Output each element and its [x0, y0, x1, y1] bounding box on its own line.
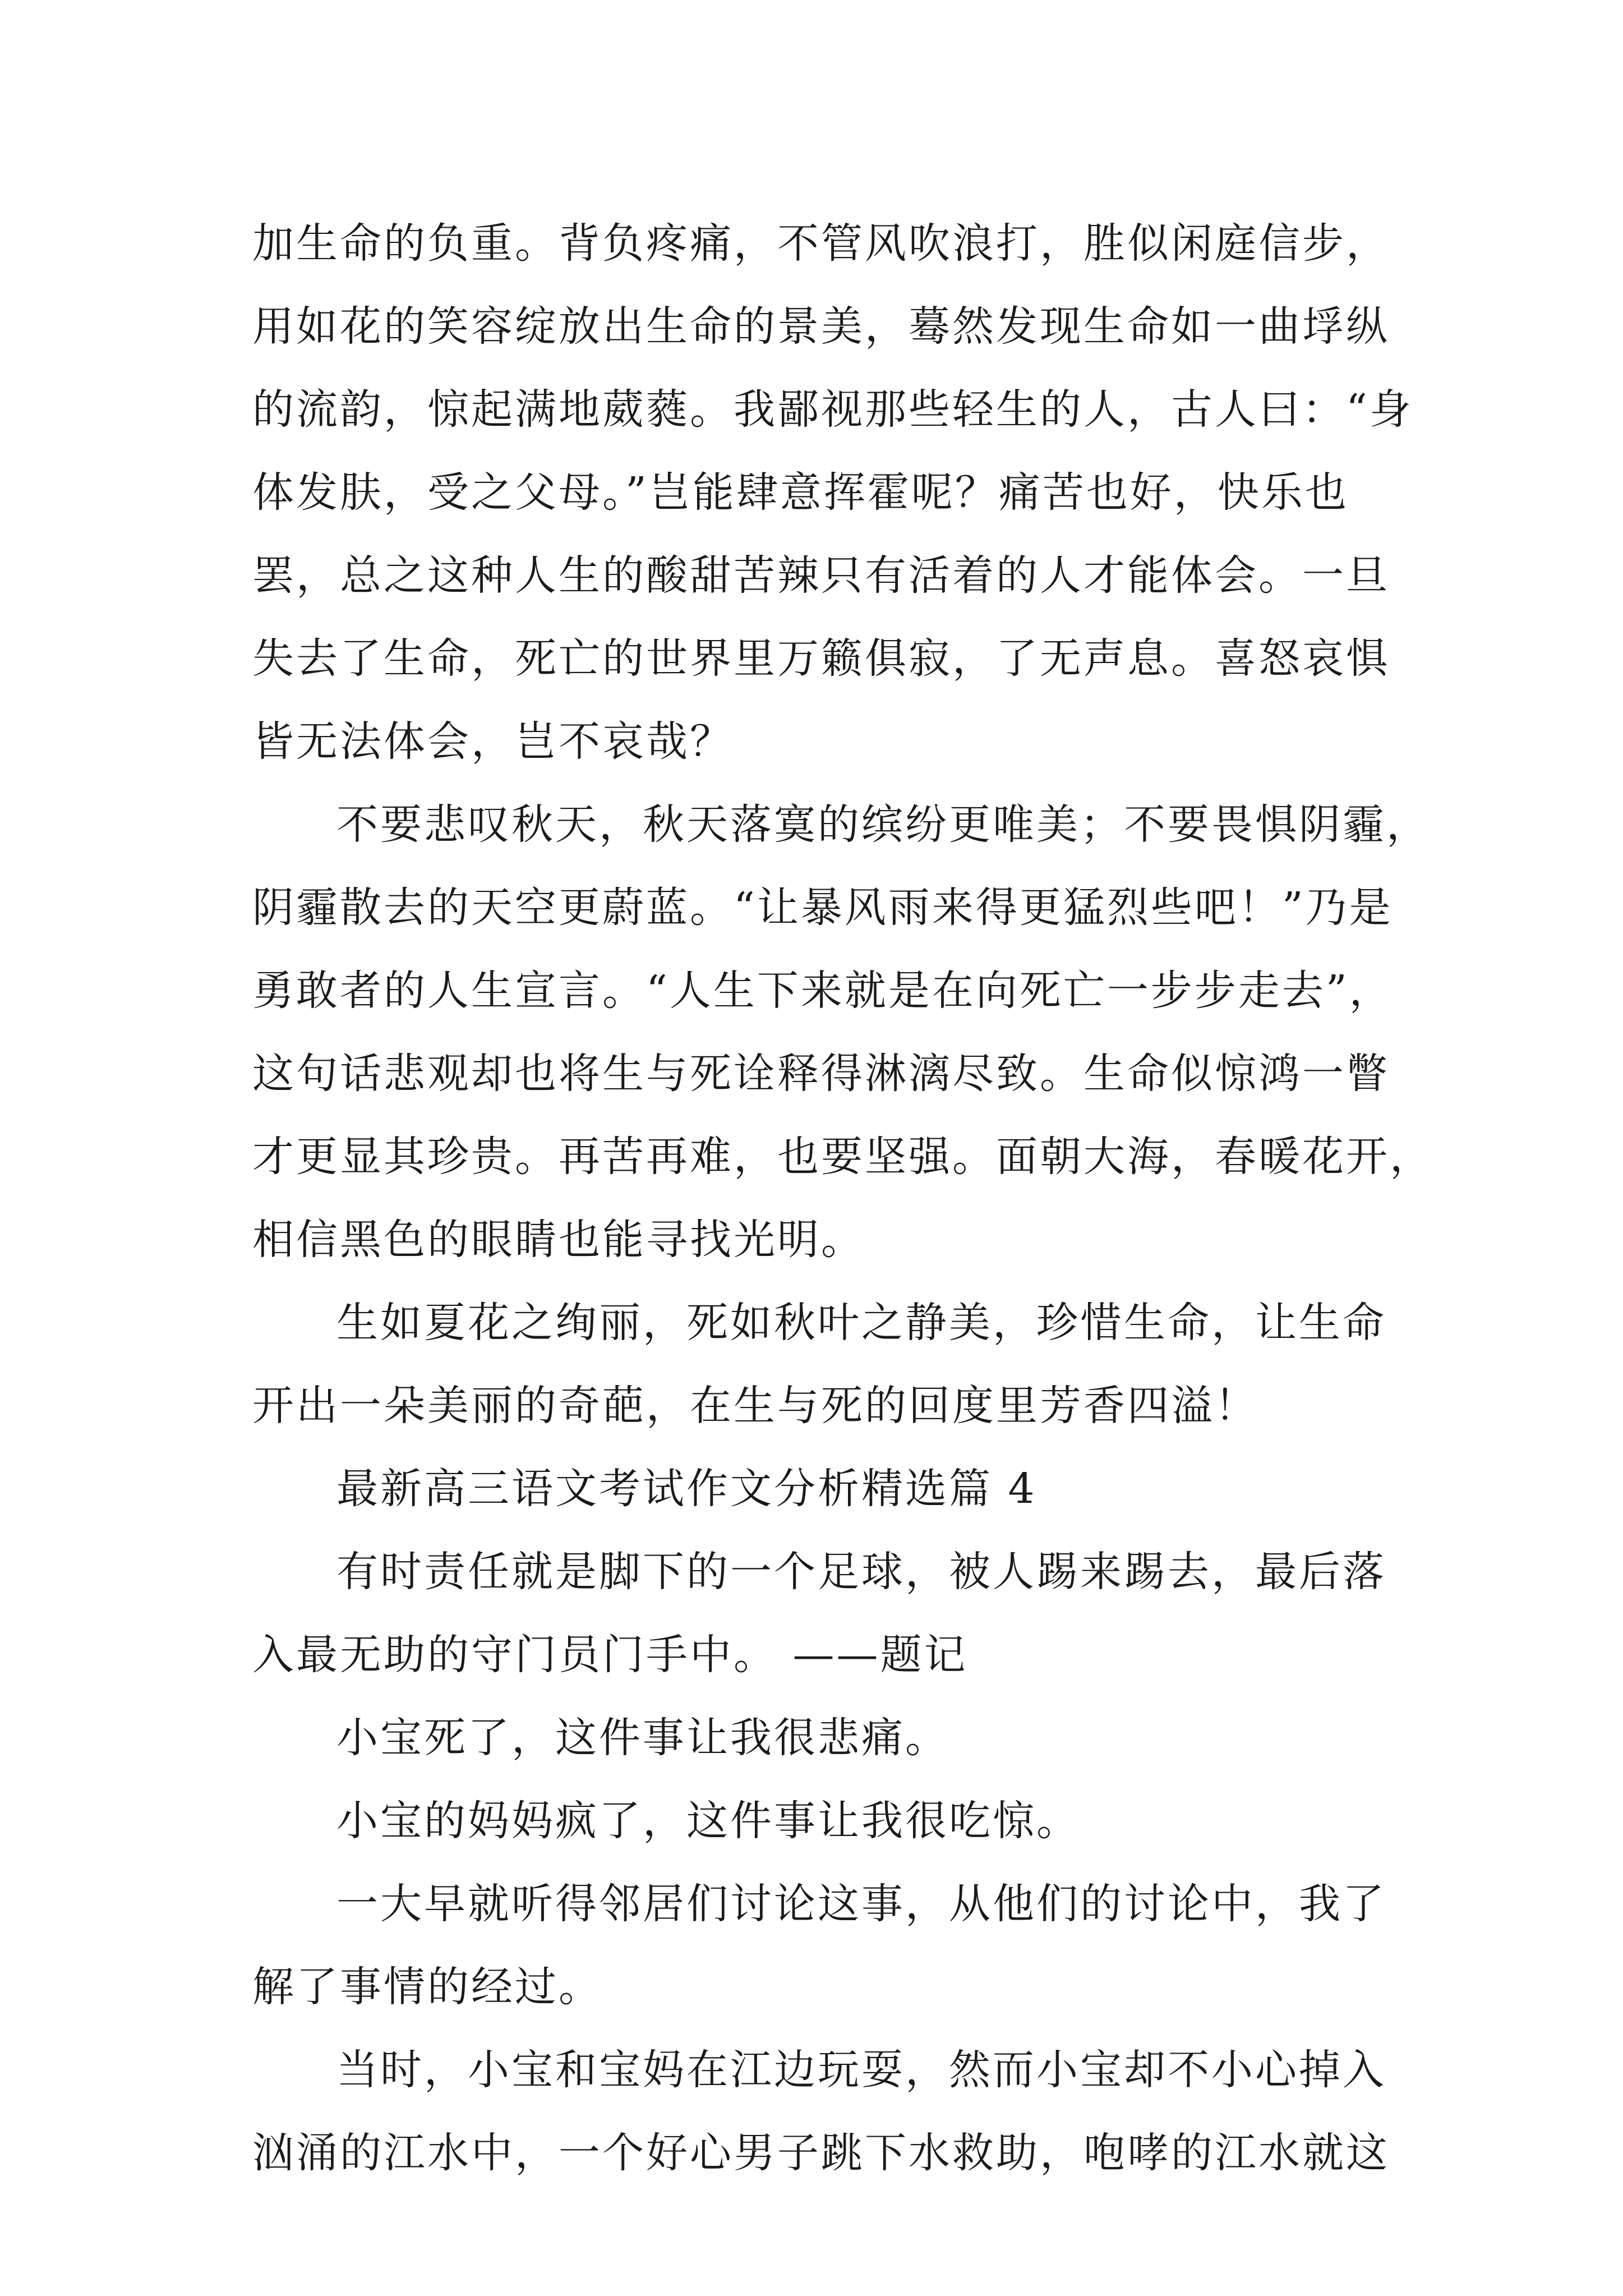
text-line: 失去了生命，死亡的世界里万籁俱寂，了无声息。喜怒哀惧: [252, 634, 1390, 683]
text-line: 入最无助的守门员门手中。 ——题记: [252, 1631, 968, 1679]
document-body: [252, 202, 1433, 2194]
paragraph-first-line: 生如夏花之绚丽，死如秋叶之静美，珍惜生命，让生命: [336, 1299, 1386, 1347]
text-line: 加生命的负重。背负疼痛，不管风吹浪打，胜似闲庭信步，: [252, 219, 1390, 268]
text-line: 体发肤，受之父母。”岂能肆意挥霍呢？痛苦也好，快乐也: [252, 468, 1349, 517]
text-line: 的流韵，惊起满地葳蕤。我鄙视那些轻生的人，古人曰：“身: [252, 385, 1413, 434]
text-line: 才更显其珍贵。再苦再难，也要坚强。面朝大海，春暖花开，: [252, 1133, 1433, 1181]
paragraph-first-line: 一大早就听得邻居们讨论这事，从他们的讨论中，我了: [336, 1880, 1386, 1928]
text-line: 皆无法体会，岂不哀哉？: [252, 717, 734, 766]
section-heading: 最新高三语文考试作文分析精选篇 4: [336, 1465, 1037, 1513]
text-line: 勇敢者的人生宣言。“人生下来就是在向死亡一步步走去”，: [252, 967, 1393, 1015]
text-line: 罢，总之这种人生的酸甜苦辣只有活着的人才能体会。一旦: [252, 551, 1390, 600]
paragraph-first-line: 有时责任就是脚下的一个足球，被人踢来踢去，最后落: [336, 1548, 1386, 1596]
paragraph-first-line: 小宝的妈妈疯了，这件事让我很吃惊。: [336, 1797, 1080, 1845]
paragraph-first-line: 当时，小宝和宝妈在江边玩耍，然而小宝却不小心掉入: [336, 2046, 1386, 2094]
text-line: 开出一朵美丽的奇葩，在生与死的回度里芳香四溢！: [252, 1382, 1258, 1430]
text-line: 汹涌的江水中，一个好心男子跳下水救助，咆哮的江水就这: [252, 2129, 1390, 2177]
text-line: 这句话悲观却也将生与死诠释得淋漓尽致。生命似惊鸿一瞥: [252, 1050, 1390, 1098]
text-line: 用如花的笑容绽放出生命的景美，蓦然发现生命如一曲垺纵: [252, 302, 1390, 351]
text-line: 解了事情的经过。: [252, 1963, 602, 2011]
text-line: 相信黑色的眼睛也能寻找光明。: [252, 1216, 865, 1264]
paragraph-first-line: 不要悲叹秋天，秋天落寞的缤纷更唯美；不要畏惧阴霾，: [336, 800, 1430, 849]
paragraph-first-line: 小宝死了，这件事让我很悲痛。: [336, 1714, 949, 1762]
text-line: 阴霾散去的天空更蔚蓝。“让暴风雨来得更猛烈些吧！”乃是: [252, 884, 1393, 932]
